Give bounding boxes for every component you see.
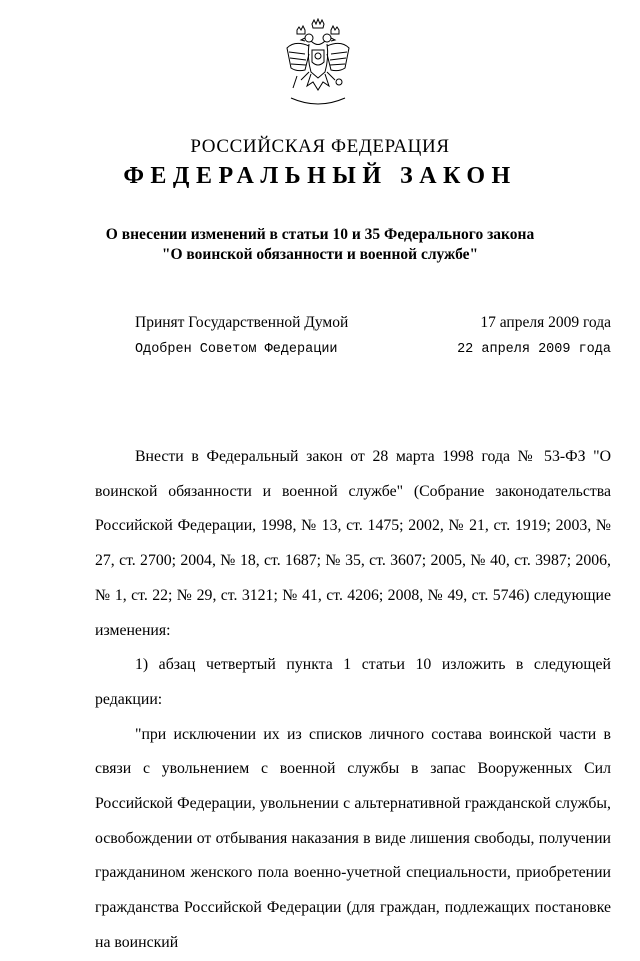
adoption-row-council — [135, 342, 611, 362]
law-title — [0, 225, 640, 265]
law-body — [95, 440, 611, 961]
adoption-date: 17 апреля 2009 года — [480, 314, 611, 331]
adoption-label: Принят Государственной Думой — [135, 314, 349, 331]
adoption-row-duma — [135, 314, 611, 334]
law-type-heading: ФЕДЕРАЛЬНЫЙ ЗАКОН — [123, 163, 517, 189]
country-name: РОССИЙСКАЯ ФЕДЕРАЦИЯ — [190, 136, 450, 157]
body-paragraph: "при исключении их из списков личного состава воинской части в связи с увольнением с военной службы в запас Вооруженных Сил Российской Федерации, увольнении с альтернативной гражданской службы, освобождении от отбывания наказания в виде лишения свободы, получении гражданином женского пола военно-учетной специальности, приобретении гражданства Российской Федерации (для граждан, подлежащих постановке на воинский — [95, 725, 611, 951]
body-paragraph: Внести в Федеральный закон от 28 марта 1998 года № 53-ФЗ "О воинской обязанности и военной службе" (Собрание законодательства Российской Федерации, 1998, № 13, ст. 1475; 2002, № 21, ст. 1919; 2003, № 27, ст. 2700; 2004, № 18, ст. 1687; № 35, ст. 3607; 2005, № 40, ст. 3987; 2006, № 1, ст. 22; № 29, ст. 3121; № 41, ст. 4206; 2008, № 49, ст. 5746) следующие изменения: — [95, 448, 611, 639]
coat-of-arms-icon — [283, 18, 353, 114]
adoption-label: Одобрен Советом Федерации — [135, 342, 338, 357]
law-title-line-1: О внесении изменений в статьи 10 и 35 Федерального закона — [105, 226, 535, 243]
body-paragraph: 1) абзац четвертый пункта 1 статьи 10 изложить в следующей редакции: — [95, 656, 611, 708]
law-title-line-2: "О воинской обязанности и военной службе" — [161, 246, 479, 263]
adoption-date: 22 апреля 2009 года — [457, 342, 611, 357]
